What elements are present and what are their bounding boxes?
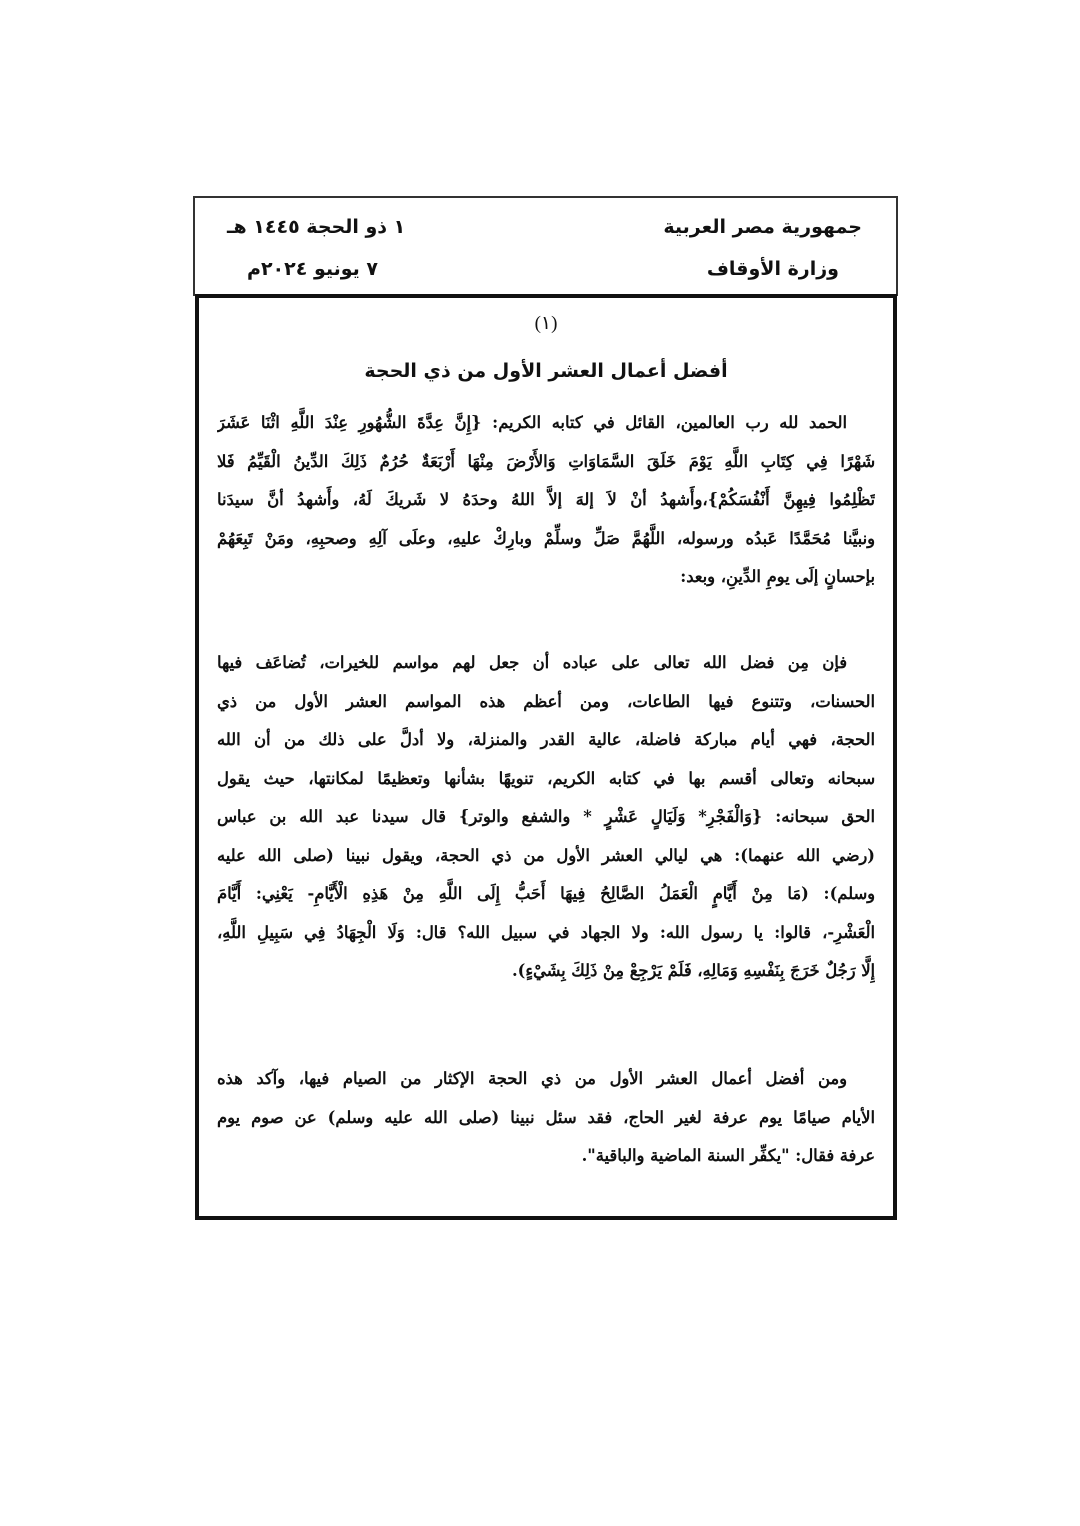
document-header xyxy=(193,196,898,296)
paragraph-line: الحجة، فهي أيام مباركة فاضلة، عالية القدر والمنزلة، ولا أدلَّ على ذلك من أن الله xyxy=(217,730,875,749)
paragraph-line: وسلم): (مَا مِنْ أَيَّامٍ الْعَمَلُ الصَّالِحُ فِيهَا أَحَبُّ إِلَى اللَّهِ مِنْ هَذِهِ الْأَيَّامِ- يَعْنِي: أَيَّامَ xyxy=(217,884,875,903)
paragraph-line: تَظْلِمُوا فِيهِنَّ أَنْفُسَكُمْ}،وأَشهدُ أنْ لاَ إلهَ إلاَّ اللهُ وحدَهُ لا شَريكَ لَهُ، وأَشهدُ أنَّ سيدَنا xyxy=(217,490,875,509)
paragraph-line: الحق سبحانه: {وَالْفَجْرِ* وَلَيَالٍ عَشْرٍ * والشفع والوتر} قال سيدنا عبد الله بن عباس xyxy=(217,807,875,826)
gregorian-date: ٧ يونيو ٢٠٢٤م xyxy=(247,258,379,280)
paragraph-line: شَهْرًا فِي كِتَابِ اللَّهِ يَوْمَ خَلَقَ السَّمَاوَاتِ وَالأَرْضَ مِنْهَا أَرْبَعَةٌ حُرُمٌ ذَلِكَ الدِّينُ الْقَيِّمُ فَلا xyxy=(217,451,875,471)
paragraph-line: ونبيَّنا مُحَمَّدًا عَبدُه ورسوله، اللَّهُمَّ صَلِّ وسلِّمْ وبارِكْ عليهِ، وعلَى آلِهِ وصحبِهِ، ومَنْ تَبِعَهُمْ xyxy=(217,528,875,548)
hijri-date: ١ ذو الحجة ١٤٤٥ هـ xyxy=(227,216,406,238)
paragraph-line: الأيام صيامًا يوم عرفة لغير الحاج، فقد سئل نبينا (صلى الله عليه وسلم) عن صوم يوم xyxy=(217,1107,875,1127)
document-body xyxy=(195,294,897,1220)
country-name: جمهورية مصر العربية xyxy=(663,216,862,238)
paragraph-line: الحسنات، وتتنوع فيها الطاعات، ومن أعظم هذه المواسم العشر الأول من ذي xyxy=(217,691,875,711)
document-number: (١) xyxy=(534,313,558,334)
paragraph-line: بإحسانٍ إلَى يومِ الدِّينِ، وبعد: xyxy=(680,567,875,586)
paragraph-line: الْعَشْرِ-، قالوا: يا رسول الله: ولا الجهاد في سبيل الله؟ قال: وَلَا الْجِهَادُ فِي سَبِيلِ اللَّهِ، xyxy=(217,922,875,942)
paragraph-line: عرفة فقال: "يكفِّر السنة الماضية والباقية". xyxy=(581,1146,875,1165)
document-title: أفضل أعمال العشر الأول من ذي الحجة xyxy=(364,360,728,382)
paragraph-line: الحمد لله رب العالمين، القائل في كتابه الكريم: {إِنَّ عِدَّةَ الشُّهُورِ عِنْدَ اللَّهِ اثْنَا عَشَرَ xyxy=(217,413,847,432)
paragraph-line: إِلَّا رَجُلٌ خَرَجَ بِنَفْسِهِ وَمَالِهِ، فَلَمْ يَرْجِعْ مِنْ ذَلِكَ بِشَيْءٍ). xyxy=(511,961,875,980)
paragraph-line: سبحانه وتعالى أقسم بها في كتابه الكريم، تنويهًا بشأنها وتعظيمًا لمكانتها، حيث يقول xyxy=(217,768,875,788)
paragraph-introduction xyxy=(217,404,875,597)
paragraph-fasting xyxy=(217,1060,875,1176)
paragraph-virtue-of-ten-days xyxy=(217,644,875,991)
paragraph-line: ومن أفضل أعمال العشر الأول من ذي الحجة الإكثار من الصيام فيها، وآكد هذه xyxy=(217,1069,847,1088)
paragraph-line: فإن مِن فضل الله تعالى على عباده أن جعل لهم مواسم للخيرات، تُضاعَف فيها xyxy=(217,653,847,672)
paragraph-line: (رضي الله عنهما): هي ليالي العشر الأول من ذي الحجة، ويقول نبينا (صلى الله عليه xyxy=(217,845,875,865)
ministry-name: وزارة الأوقاف xyxy=(706,258,839,280)
